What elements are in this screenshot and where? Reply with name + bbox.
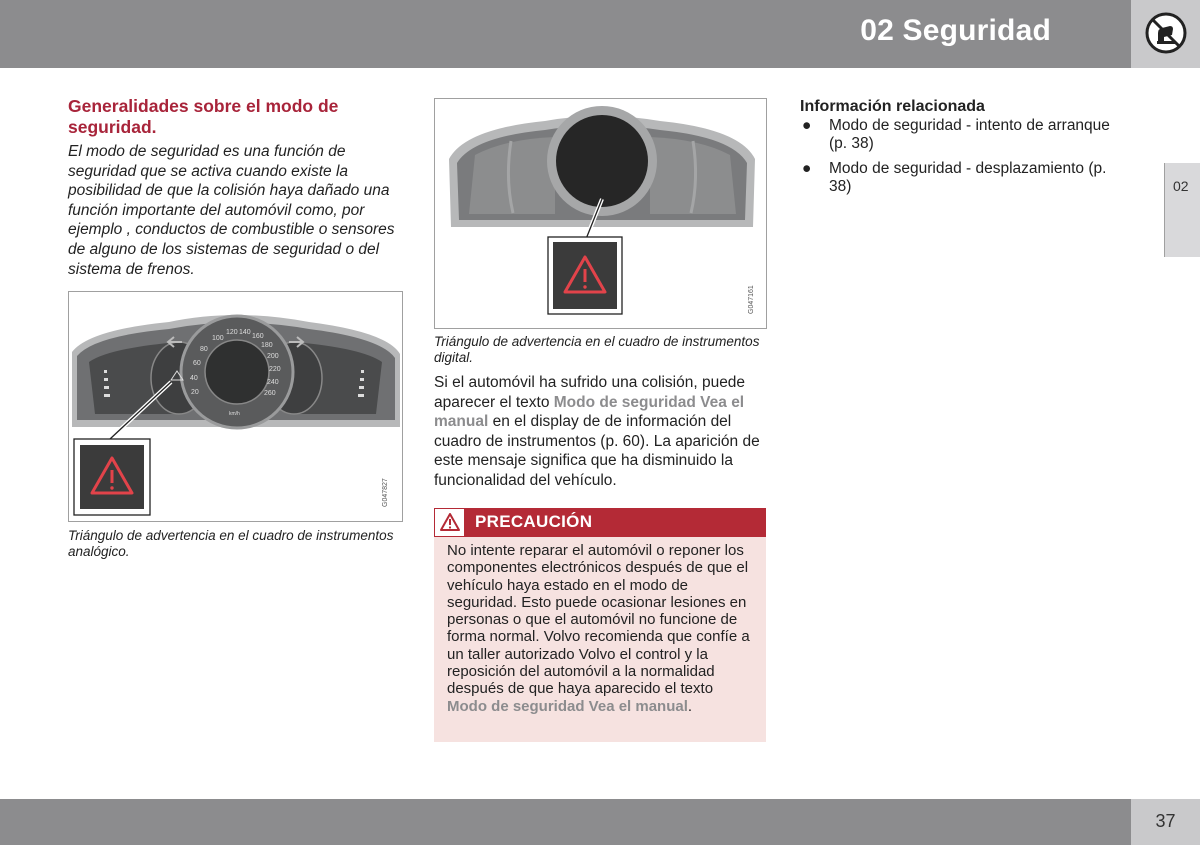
section-heading: Generalidades sobre el modo de seguridad. — [68, 96, 339, 137]
speed-tick: 60 — [193, 360, 201, 367]
body-text: Si el automóvil ha sufrido una colisión, puede aparecer el texto — [434, 374, 746, 411]
chapter-side-tab[interactable] — [1164, 163, 1200, 257]
speed-tick: 160 — [252, 333, 264, 340]
caution-header — [434, 508, 766, 537]
analog-cluster-figure — [68, 291, 403, 522]
intro-paragraph: El modo de seguridad es una función de seguridad que se activa cuando existe la posibilidad de que la colisión haya dañado una función importante del automóvil como, por ejemplo , conductos de combustible o sensores de alguno de los sistemas de seguridad o del sistema de frenos. — [68, 143, 395, 278]
speed-tick: 180 — [261, 342, 273, 349]
body-text: en el display de de información del cuadro de instrumentos (p. 60). La aparición de este mensaje significa que ha disminuido la funcionalidad del vehículo. — [434, 413, 760, 489]
chapter-title: 02 Seguridad — [860, 14, 1051, 47]
column-left — [68, 96, 403, 279]
bullet-icon: ● — [802, 117, 812, 134]
related-link-label: Modo de seguridad - desplazamiento (p. 38) — [829, 160, 1107, 195]
page-number-box — [1131, 799, 1200, 845]
related-link[interactable] — [800, 117, 1130, 153]
speed-tick: 120 — [226, 329, 238, 336]
caution-body: No intente reparar el automóvil o reponer los componentes electrónicos después de que el vehículo haya estado en el modo de seguridad. Esto puede ocasionar lesiones en personas o que el automóvil no funcione de forma normal. Volvo recomienda que confíe a un taller autorizado Volvo el control y la reposición del automóvil a la normalidad después de que haya aparecido el texto — [447, 542, 750, 698]
bullet-icon: ● — [802, 160, 812, 177]
caution-highlight-message: Modo de seguridad Vea el manual — [447, 697, 688, 715]
related-link-label: Modo de seguridad - intento de arranque (p. 38) — [829, 117, 1110, 152]
speed-tick: 40 — [190, 375, 198, 382]
speed-tick: 200 — [267, 353, 279, 360]
body-paragraph — [434, 373, 767, 491]
related-list — [800, 117, 1130, 196]
analog-figure-caption: Triángulo de advertencia en el cuadro de instrumentos analógico. — [68, 528, 394, 559]
chapter-icon-box — [1131, 0, 1200, 68]
speed-unit: km/h — [229, 411, 240, 417]
caution-icon-box — [434, 508, 465, 537]
speed-tick: 80 — [200, 346, 208, 353]
caution-text — [434, 537, 766, 715]
speed-tick: 260 — [264, 390, 276, 397]
caution-body: . — [687, 697, 693, 715]
analog-cluster-illustration — [69, 292, 402, 521]
body-highlight-message: Modo de seguridad Vea el manual — [434, 393, 745, 431]
figure-code: G047161 — [748, 285, 755, 314]
related-info — [800, 97, 1130, 203]
header-bar — [0, 0, 1131, 68]
speed-tick: 20 — [191, 389, 199, 396]
caution-box — [434, 508, 766, 742]
digital-cluster-figure — [434, 98, 767, 329]
related-heading: Información relacionada — [800, 98, 985, 115]
figure-code: G047827 — [382, 478, 389, 507]
speed-tick: 220 — [269, 366, 281, 373]
page-number: 37 — [1155, 811, 1176, 831]
no-child-seat-icon — [1144, 11, 1188, 55]
warning-triangle-icon — [439, 512, 461, 533]
related-link[interactable] — [800, 160, 1130, 196]
footer-bar — [0, 799, 1131, 845]
speed-tick: 240 — [267, 379, 279, 386]
speed-tick: 100 — [212, 335, 224, 342]
digital-cluster-illustration — [435, 99, 766, 328]
digital-figure-caption: Triángulo de advertencia en el cuadro de instrumentos digital. — [434, 334, 760, 365]
side-tab-label: 02 — [1173, 178, 1189, 194]
speed-tick: 140 — [239, 329, 251, 336]
caution-title: PRECAUCIÓN — [475, 512, 593, 531]
